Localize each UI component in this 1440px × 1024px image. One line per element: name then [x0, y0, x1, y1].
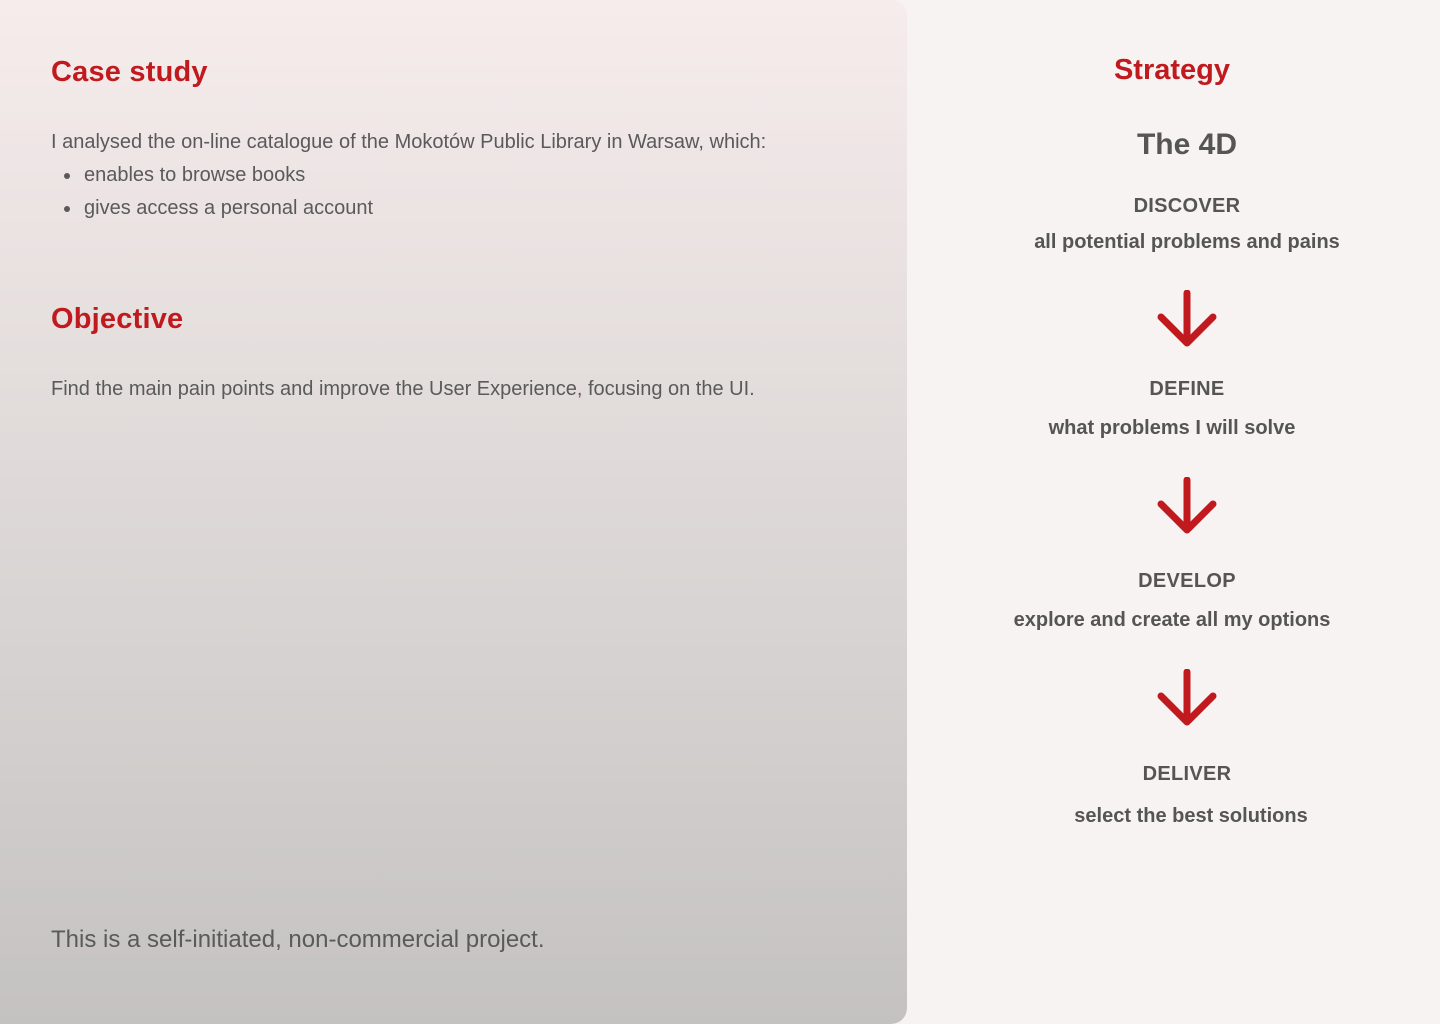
objective-heading: Objective	[51, 303, 184, 335]
list-item	[51, 192, 373, 225]
case-study-bullet-list	[51, 159, 373, 225]
bullet-text: gives access a personal account	[84, 197, 374, 219]
arrow-down-icon	[1155, 290, 1219, 350]
step-name: DEVELOP	[1138, 570, 1236, 592]
objective-text: Find the main pain points and improve the User Experience, focusing on the UI.	[51, 378, 755, 400]
step-description: explore and create all my options	[1013, 609, 1331, 631]
project-note: This is a self-initiated, non-commercial project.	[51, 926, 545, 953]
bullet-icon	[64, 206, 70, 212]
step-description: select the best solutions	[1074, 805, 1308, 827]
case-study-heading: Case study	[51, 56, 208, 88]
step-name: DEFINE	[1149, 378, 1225, 400]
step-name: DISCOVER	[1133, 195, 1241, 217]
case-study-intro: I analysed the on-line catalogue of the Mokotów Public Library in Warsaw, which:	[51, 131, 767, 153]
bullet-text: enables to browse books	[84, 164, 306, 186]
list-item	[51, 159, 373, 192]
step-description: all potential problems and pains	[1034, 231, 1340, 253]
strategy-panel	[907, 0, 1440, 1024]
arrow-down-icon	[1155, 477, 1219, 537]
strategy-heading: Strategy	[1113, 54, 1231, 86]
step-description: what problems I will solve	[1048, 417, 1296, 439]
bullet-icon	[64, 173, 70, 179]
step-name: DELIVER	[1142, 763, 1232, 785]
arrow-down-icon	[1155, 669, 1219, 729]
strategy-subtitle: The 4D	[1136, 128, 1238, 161]
